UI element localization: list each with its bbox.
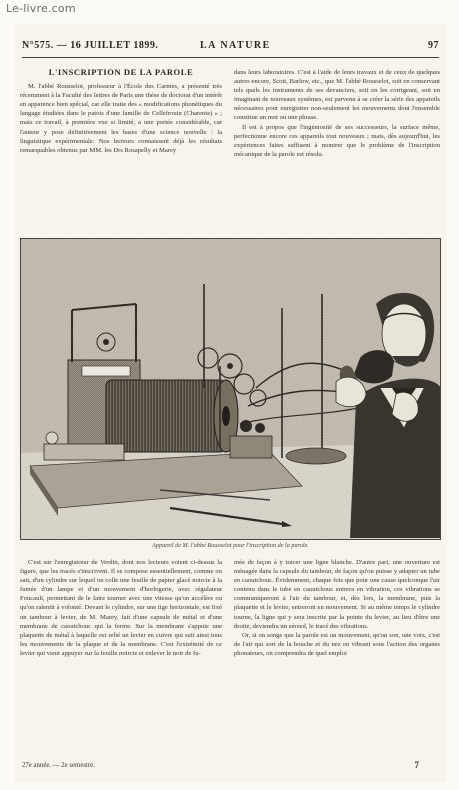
paragraph: dans leurs laboratoires. C'est à l'aide de leurs travaux et de ceux de quelques autres encore, Scott, Barlow, etc., que M. l'abbé Rousselot, soit en conservant tels quels les instruments de ses devanciers, soit en les corrigeant, soit en imaginant de nouveaux systèmes, est parvenu à se créer la série des appareils nécessaires pour enregistrer non-seulement les mouvements dont l'ensemble constitue un mot ou une phrase.	[234, 69, 440, 122]
article-title: L'INSCRIPTION DE LA PAROLE	[48, 68, 194, 77]
header-rule	[22, 57, 439, 58]
apparatus-engraving	[20, 238, 441, 540]
page-number: 97	[428, 40, 439, 51]
paragraph: C'est sur l'enregistreur de Verdin, dont nos lecteurs voient ci-dessus la figure, que les tracés s'inscrivent. Il se compose essentiellement, comme on sait, d'un cylindre sur lequel on colle une feuille de papier glacé noircie à la fumée d'un lampe et d'un mouvement d'horlogerie, avec régulateur Foucault, permettant de le faire tourner avec une vitesse qu'on accélère ou qu'on ralentit à volonté. Devant le cylindre, sur une tige horizontale, est fixé un tambour à levier, de M. Marey, fait d'une capsule de métal et d'une membrane de caoutchouc qui la ferme. Sur la membrane s'appuie une plaquette de métal à laquelle est relié un levier en cuivre qui suit ainsi tous les mouvements de la plaque et de la membrane. C'est l'extrémité de ce levier qui vient appuyer sur la feuille noircie et enlever le noir de fu-	[20, 559, 222, 657]
volume-note: 27e année. — 2e semestre.	[22, 762, 95, 769]
page-footer	[22, 762, 439, 772]
paragraph: Or, si on songe que la parole est un mouvement, qu'on son, une voix, c'est de l'air qui sort de la bouche et du nez en vibrant sous l'action des organes phonateurs, on comprendra de quel emploi	[234, 631, 440, 657]
signature-mark: 7	[414, 760, 419, 770]
figure-caption: Appareil de M. l'abbé Rousselot pour l'inscription de la parole.	[152, 542, 309, 549]
column-left-bottom	[20, 558, 222, 772]
column-right-bottom	[234, 558, 440, 772]
journal-title: LA NATURE	[200, 40, 271, 51]
running-header	[22, 40, 439, 54]
paragraph: Il est à propos que l'ingéniosité de ses successeurs, la surface même, perfectionne encore ces appareils tout nouveaux ; mais, dès aujourd'hui, les expériences faites suffisent à montrer que le problème de l'inscription mécanique de la parole est résolu.	[234, 123, 440, 158]
issue-date: N°575. — 16 JUILLET 1899.	[22, 40, 159, 51]
engraving-illustration	[20, 238, 441, 540]
paragraph: M. l'abbé Rousselot, professeur à l'École des Carmes, a présenté très récemment à la Faculté des lettres de Paris une thèse de doctorat d'un intérêt en apparence bien spécial, car elle traite des « modifications phonétiques du langage étudiées dans le patois d'une famille de Cellefrouin (Charente) » ; mais ce travail, à première vue si limité, a une portée considérable, car l'auteur y pose définitivement les bases d'une science nouvelle : la linguistique expérimentale. Nos lecteurs connaissent déjà les résultats remarquables obtenus par MM. les Drs Rosapelly et Marey	[20, 83, 222, 154]
scanned-page	[14, 24, 447, 782]
column-right-top	[234, 68, 440, 248]
site-watermark: Le-livre.com	[6, 2, 76, 15]
paragraph: mée de façon à y tracer une ligne blanche. D'autre part, une ouverture est ménagée dans la capsule du tambour, de façon qu'on puisse y adapter un tube en caoutchouc. Évidemment, chaque fois que pour une cause quelconque l'air contenu dans le tube en caoutchouc entrera en vibration, ces vibrations se communiqueront à l'air du tambour, et, dès lors, la membrane, puis la plaquette et le levier, entreront en mouvement. Si au même temps le cylindre tourne, la ligne qui y sera inscrite par la pointe du levier, au lieu d'être une droite, deviendra un zérzed, le tracé des vibrations.	[234, 559, 440, 630]
column-left-top	[20, 68, 222, 228]
